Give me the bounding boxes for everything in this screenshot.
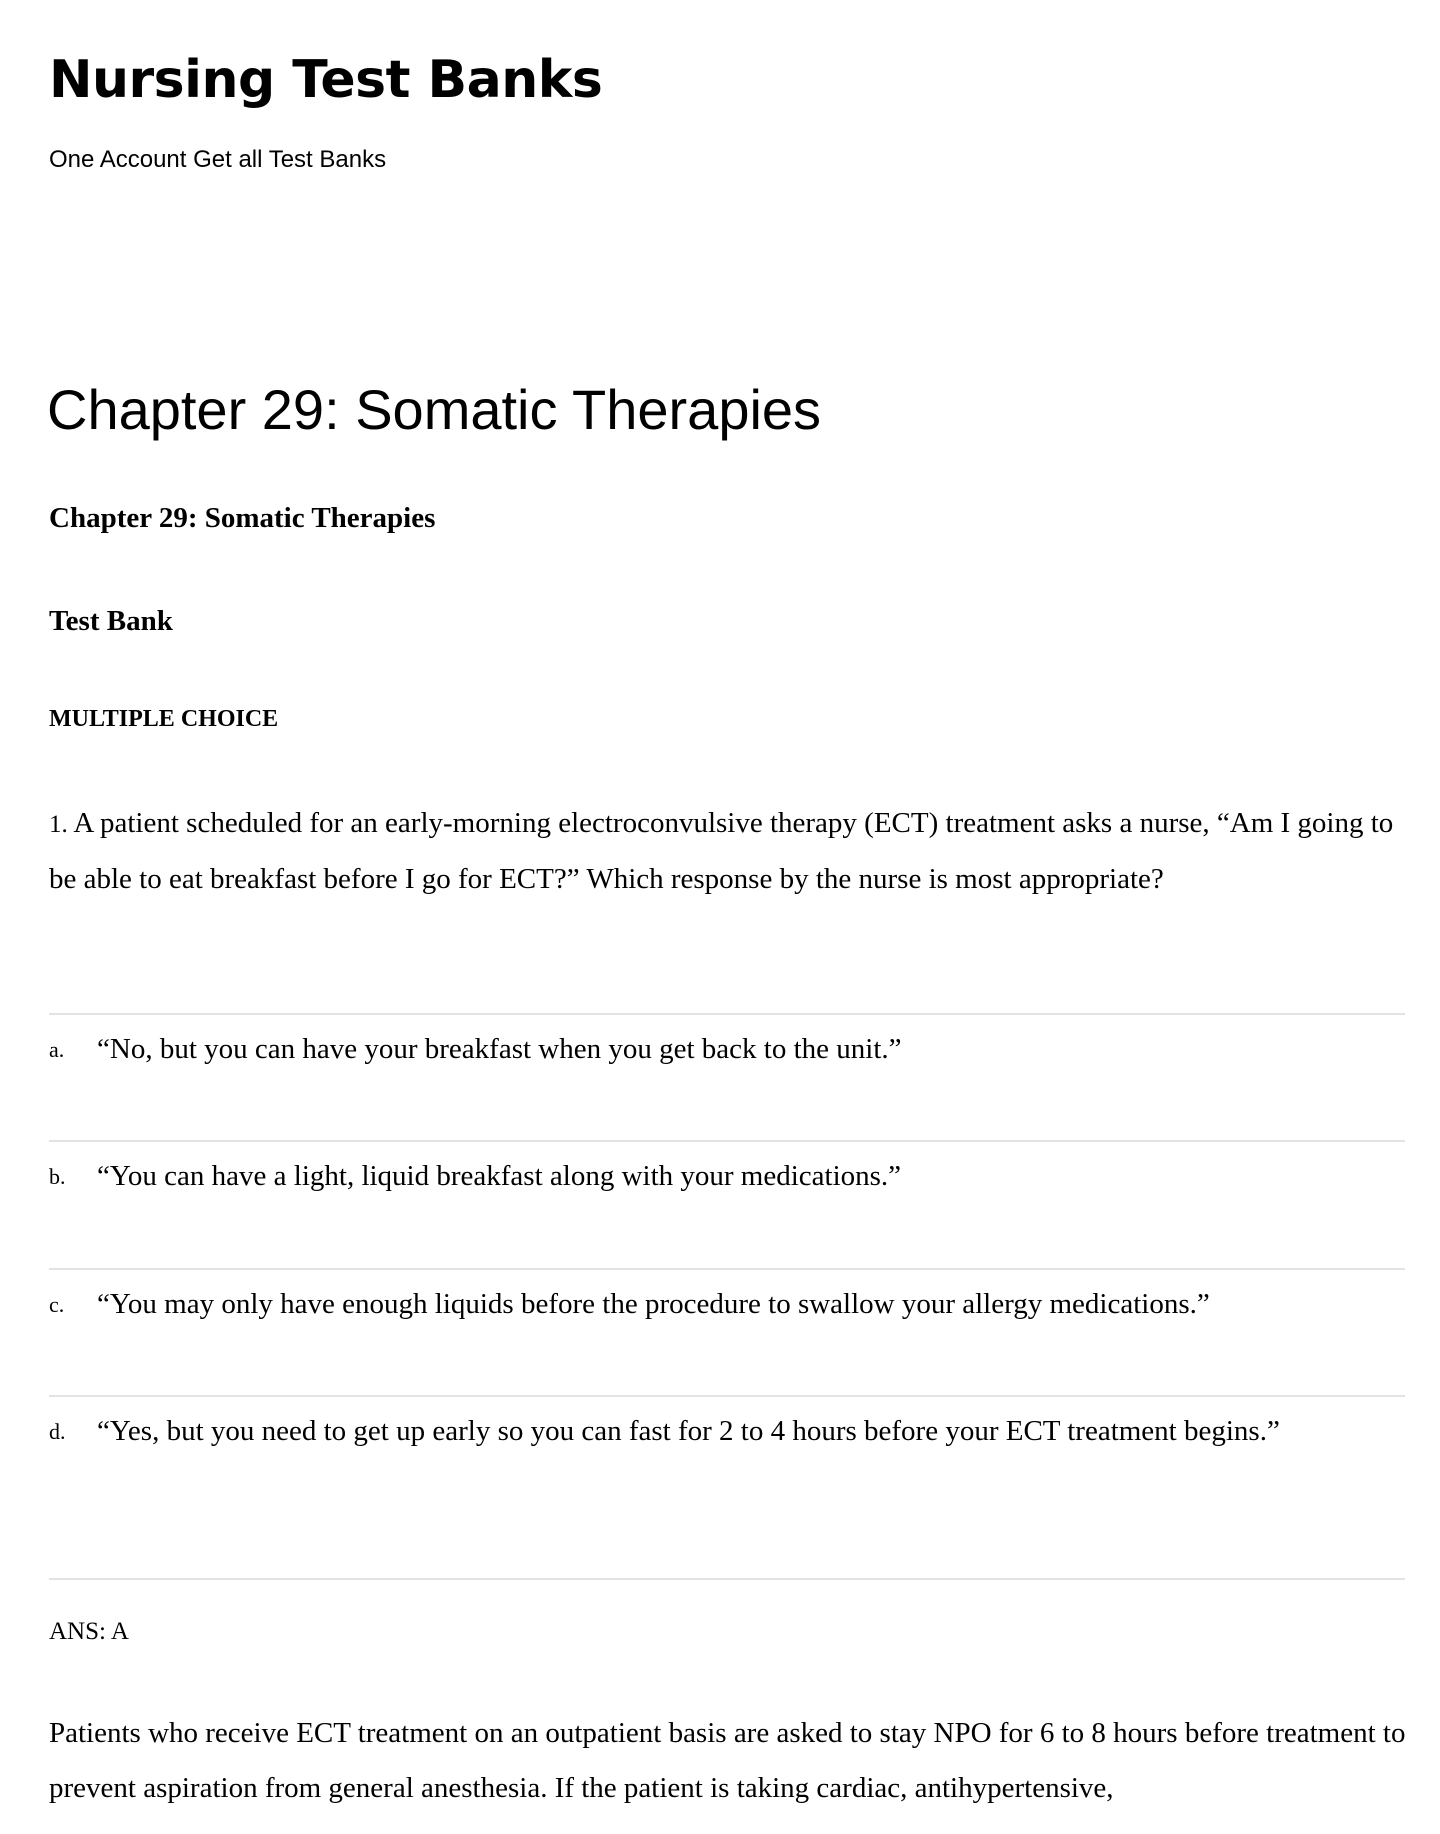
rationale-text: Patients who receive ECT treatment on an outpatient basis are asked to stay NPO for 6 to 8 hours before treatment to prevent aspiration from general anesthesia. If the patient is taking cardiac, antihypertensive, xyxy=(49,1717,1406,1804)
divider xyxy=(49,1013,1405,1015)
option-text: “No, but you can have your breakfast when you get back to the unit.” xyxy=(97,1033,902,1065)
divider xyxy=(49,1140,1405,1142)
divider xyxy=(49,1395,1405,1397)
option-letter: c. xyxy=(49,1292,65,1317)
section-heading: Test Bank xyxy=(49,605,173,637)
question-type-heading: MULTIPLE CHOICE xyxy=(49,706,279,732)
question-number: 1. xyxy=(49,811,68,838)
divider xyxy=(49,1268,1405,1270)
site-tagline: One Account Get all Test Banks xyxy=(49,146,387,173)
option-letter: b. xyxy=(49,1164,66,1189)
page-title: Chapter 29: Somatic Therapies xyxy=(47,378,822,441)
option-letter: a. xyxy=(49,1037,65,1062)
question-stem xyxy=(49,796,1409,907)
option-letter: d. xyxy=(49,1419,66,1444)
question-text: A patient scheduled for an early-morning electroconvulsive therapy (ECT) treatment asks a nurse, “Am I going to be able to eat breakfast before I go for ECT?” Which response by the nurse is most appropriate? xyxy=(49,807,1394,895)
option-text: “Yes, but you need to get up early so you can fast for 2 to 4 hours before your ECT treatment begins.” xyxy=(97,1415,1280,1447)
divider xyxy=(49,1578,1405,1580)
option-text: “You may only have enough liquids before the procedure to swallow your allergy medications.” xyxy=(97,1288,1210,1320)
answer-key: ANS: A xyxy=(49,1618,129,1645)
chapter-heading: Chapter 29: Somatic Therapies xyxy=(49,502,436,534)
option-text: “You can have a light, liquid breakfast along with your medications.” xyxy=(97,1160,902,1192)
site-title[interactable]: Nursing Test Banks xyxy=(49,50,603,110)
